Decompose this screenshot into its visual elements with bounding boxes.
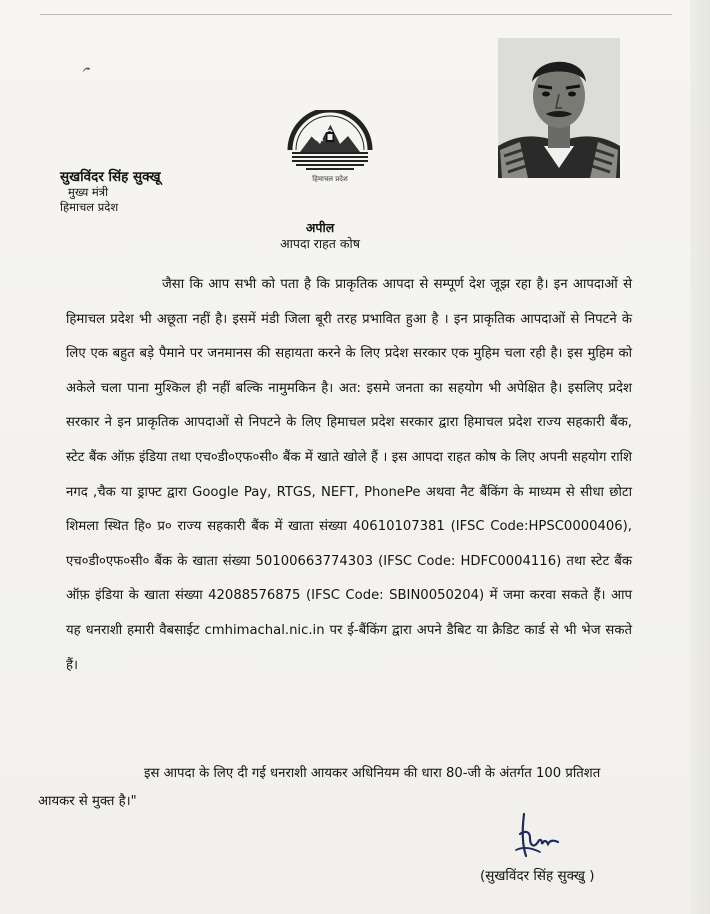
sender-name: सुखविंदर सिंह सुक्खू <box>60 169 161 185</box>
body-paragraph: जैसा कि आप सभी को पता है कि प्राकृतिक आपदा से सम्पूर्ण देश जूझ रहा है। इन आपदाओं से हिमाचल प्रदेश भी अछूता नहीं है। इसमें मंडी जिला बूरी तरह प्रभावित हुआ है । इन प्राकृतिक आपदाओं से निपटने के लिए एक बहुत बड़े पैमाने पर जनमानस की सहायता करने के लिए प्रदेश सरकार एक मुहिम चला रही है। इस मुहिम को अकेले चला पाना मुश्किल ही नहीं बल्कि नामुमकिन है। अत: इसमे जनता का सहयोग भी अपेक्षित है। इसलिए प्रदेश सरकार ने इन प्राकृतिक आपदाओं से निपटने के लिए हिमाचल प्रदेश सरकार द्वारा हिमाचल प्रदेश राज्य सहकारी बैंक, स्टेट बैंक ऑफ़ इंडिया तथा एच०डी०एफ०सी० बैंक में खाते खोले हैं । इस आपदा राहत कोष के लिए अपनी सहयोग राशि नगद ,चैक या ड्राफ्ट द्वारा Google Pay, RTGS, NEFT, PhonePe अथवा नैट बैंकिंग के माध्यम से सीधा छोटा शिमला स्थित हि० प्र० राज्य सहकारी बैंक में खाता संख्या 40610107381 (IFSC Code:HPSC0000406), एच०डी०एफ०सी० बैंक के खाता संख्या 50100663774303 (IFSC Code: HDFC0004116) तथा स्टेट बैंक ऑफ़ इंडिया के खाता संख्या 42088576875 (IFSC Code: SBIN0050204) में जमा करवा सकते हैं। आप यह धनराशी हमारी वैबसाईट cmhimachal.nic.in पर ई-बैंकिंग द्वारा अपने डैबिट या क्रैडिट कार्ड से भी भेज सकते हैं। <box>66 277 632 673</box>
portrait-photo <box>498 38 620 178</box>
handwritten-signature <box>510 810 562 864</box>
portrait-image <box>498 38 620 178</box>
sender-state: हिमाचल प्रदेश <box>60 200 119 214</box>
appeal-body <box>66 268 632 683</box>
sender-designation: मुख्य मंत्री <box>68 185 109 199</box>
himachal-emblem-icon <box>282 110 378 186</box>
signatory-name: (सुखविंदर सिंह सुक्खु ) <box>480 868 595 884</box>
appeal-title: अपील <box>305 220 335 235</box>
tax-exemption-note <box>38 760 638 816</box>
emblem-caption: हिमाचल प्रदेश <box>312 175 348 183</box>
page-edge <box>690 0 710 914</box>
appeal-subtitle: आपदा राहत कोष <box>280 236 360 251</box>
top-edge-line <box>40 14 672 15</box>
ink-speck-icon <box>82 66 92 74</box>
closing-paragraph: इस आपदा के लिए दी गई धनराशी आयकर अधिनियम की धारा 80-जी के अंतर्गत 100 प्रतिशत आयकर से मुक्त है।" <box>38 766 601 809</box>
sender-block <box>60 170 161 215</box>
